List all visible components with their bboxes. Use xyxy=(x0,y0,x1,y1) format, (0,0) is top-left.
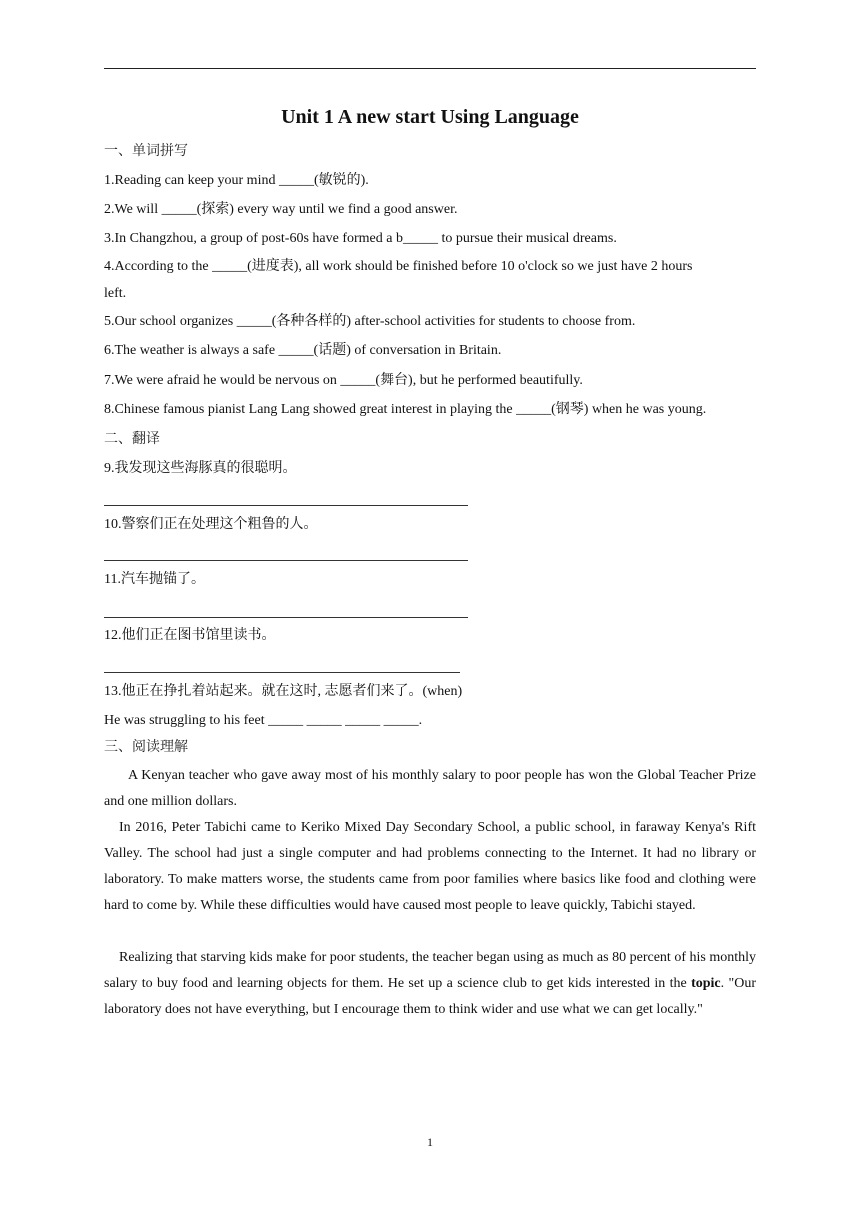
page-title: Unit 1 A new start Using Language xyxy=(281,106,579,128)
question-2: 2.We will _____(探索) every way until we find a good answer. xyxy=(104,202,458,217)
page-number: 1 xyxy=(427,1135,433,1149)
reading-paragraph-1 xyxy=(104,763,756,815)
paragraph-3-text-before: Realizing that starving kids make for poor students, the teacher began using as much as 80 percent of his monthly salary to buy food and learning objects for them. He set up a science club to get kids interested in the xyxy=(104,950,756,991)
answer-line-12[interactable] xyxy=(104,672,460,673)
section-heading-reading: 三、阅读理解 xyxy=(104,740,188,755)
section-heading-spelling: 一、单词拼写 xyxy=(104,144,188,159)
answer-line-10[interactable] xyxy=(104,560,468,561)
question-3: 3.In Changzhou, a group of post-60s have formed a b_____ to pursue their musical dreams. xyxy=(104,231,617,246)
paragraph-2-text: In 2016, Peter Tabichi came to Keriko Mixed Day Secondary School, a public school, in faraway Kenya's Rift Valley. The school had just a single computer and had problems connecting to the Internet. It had no library or laboratory. To make matters worse, the students came from poor families where basics like food and clothing were hard to come by. While these difficulties would have caused most people to leave quickly, Tabichi stayed. xyxy=(104,820,756,913)
section-heading-translation: 二、翻译 xyxy=(104,432,160,447)
question-4-continued: left. xyxy=(104,286,127,301)
header-rule xyxy=(104,68,756,69)
paragraph-1-text: A Kenyan teacher who gave away most of his monthly salary to poor people has won the Global Teacher Prize and one million dollars. xyxy=(104,768,756,809)
question-6: 6.The weather is always a safe _____(话题) of conversation in Britain. xyxy=(104,343,502,358)
underlined-keyword: topic xyxy=(691,976,721,991)
answer-line-11[interactable] xyxy=(104,617,468,618)
question-1: 1.Reading can keep your mind _____(敏锐的). xyxy=(104,173,369,188)
answer-line-9[interactable] xyxy=(104,505,468,506)
question-12: 12.他们正在图书馆里读书。 xyxy=(104,628,276,643)
reading-paragraph-3 xyxy=(104,945,756,1023)
question-13-sentence: He was struggling to his feet _____ _____ _____ _____. xyxy=(104,713,423,728)
question-4: 4.According to the _____(进度表), all work should be finished before 10 o'clock so we just have 2 hours xyxy=(104,259,693,274)
question-5: 5.Our school organizes _____(各种各样的) after-school activities for students to choose from. xyxy=(104,314,636,329)
question-9: 9.我发现这些海豚真的很聪明。 xyxy=(104,461,297,476)
question-10: 10.警察们正在处理这个粗鲁的人。 xyxy=(104,517,318,532)
reading-paragraph-2 xyxy=(104,815,756,919)
paragraph-3-text-after: . "Our laboratory does not have everything, but I encourage them to think wider and use what we can get locally." xyxy=(104,976,756,1017)
question-7: 7.We were afraid he would be nervous on _____(舞台), but he performed beautifully. xyxy=(104,373,583,388)
question-13: 13.他正在挣扎着站起来。就在这时, 志愿者们来了。(when) xyxy=(104,684,463,699)
question-11: 11.汽车抛锚了。 xyxy=(104,572,205,587)
question-8: 8.Chinese famous pianist Lang Lang showed great interest in playing the _____(钢琴) when he was young. xyxy=(104,402,707,417)
